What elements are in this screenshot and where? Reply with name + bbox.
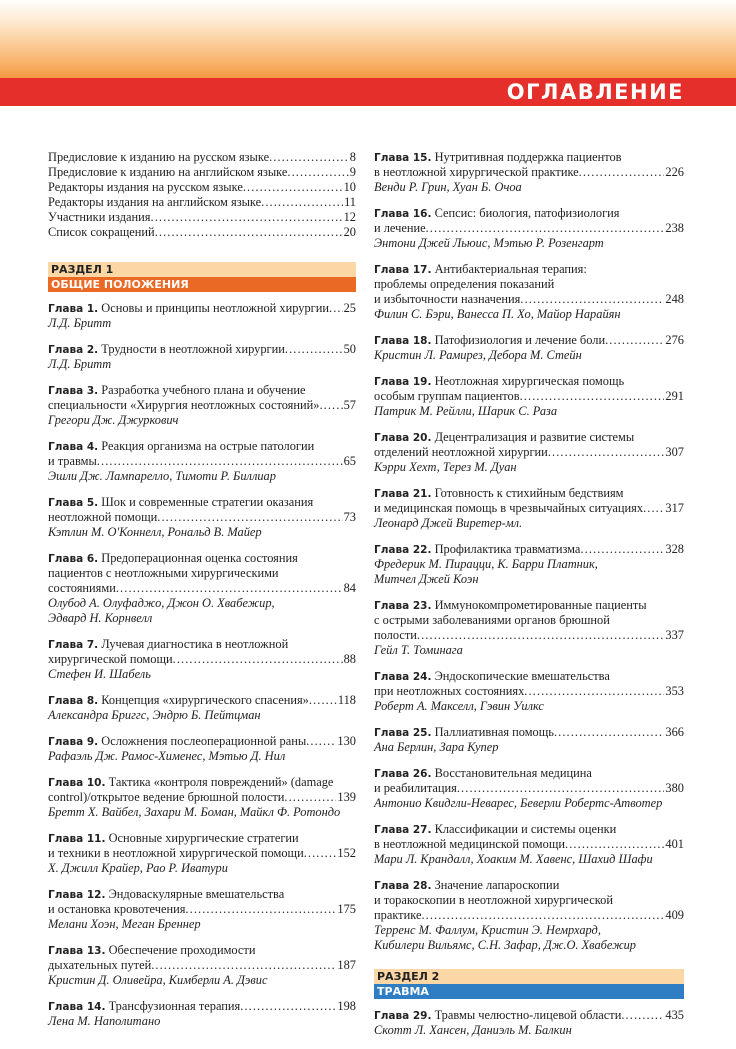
chapter-number: Глава 3. [48,385,99,397]
chapter-entry [48,887,356,932]
chapter-title-line: хирургической помощи . . . 88 [48,652,356,667]
chapter-number: Глава 20. [374,432,432,444]
chapter-entry [48,943,356,988]
chapter-number: Глава 27. [374,824,432,836]
chapter-title-line: неотложной помощи . . . 73 [48,510,356,525]
left-column [48,150,356,1040]
chapter-number: Глава 2. [48,344,99,356]
chapter-title-line: Глава 15. Нутритивная поддержка пациентов [374,150,622,164]
page-number: 73 [343,510,356,524]
chapter-title-line: Глава 6. Предоперационная оценка состояния [48,551,298,565]
chapter-title-line: Глава 22. Профилактика травматизма . . . 328 [374,542,684,557]
toc-line: Предисловие к изданию на русском языке . . . 8 [48,150,356,165]
chapter-authors: Энтони Джей Льюис, Мэтью Р. Розенгарт [374,236,604,250]
chapter-authors: Стефен И. Шабель [48,667,151,681]
chapter-authors: Кристин Л. Рамирез, Дебора М. Стейн [374,348,582,362]
chapter-authors: Фредерик М. Пирацци, К. Барри Платник, [374,557,598,571]
chapter-number: Глава 7. [48,639,99,651]
page-number: 50 [343,342,356,356]
chapter-title-line: и избыточности назначения . . . 248 [374,292,684,307]
chapter-title-line: специальности «Хирургия неотложных состояний» . . . 57 [48,398,356,413]
page-number: 328 [665,542,684,556]
chapter-entry [374,150,684,195]
chapter-title-line: практике . . . 409 [374,908,684,923]
chapter-entry [48,439,356,484]
chapter-entry [374,766,684,811]
chapter-entry [374,669,684,714]
page-number: 337 [665,628,684,642]
chapter-title-line: Глава 28. Значение лапароскопии [374,878,560,892]
chapter-authors: Кибилери Вильямс, С.Н. Зафар, Дж.О. Хвабежир [374,938,636,952]
chapter-authors: Кристин Д. Оливейра, Кимберли А. Дэвис [48,973,268,987]
chapter-number: Глава 12. [48,889,106,901]
page-number: 25 [343,301,356,315]
chapter-entry [374,374,684,419]
page-number: 238 [665,221,684,235]
chapter-entry [374,1008,684,1038]
chapter-authors: Александра Бриггс, Эндрю Б. Пейтцман [48,708,261,722]
chapter-list-right [374,150,684,953]
page-number: 152 [337,846,356,860]
chapter-authors: Эшли Дж. Лампарелло, Тимоти Р. Биллиар [48,469,276,483]
toc-line: Участники издания . . . 12 [48,210,356,225]
chapter-entry [48,551,356,626]
chapter-title-line: Глава 20. Децентрализация и развитие системы [374,430,635,444]
page-number: 198 [337,999,356,1013]
chapter-entry [48,342,356,372]
chapter-title-line: Глава 26. Восстановительная медицина [374,766,592,780]
chapter-title-line: Глава 19. Неотложная хирургическая помощь [374,374,625,388]
page-number: 380 [665,781,684,795]
chapter-number: Глава 15. [374,152,432,164]
page-number: 353 [665,684,684,698]
chapter-entry [374,262,684,322]
chapter-title-line: дыхательных путей . . . 187 [48,958,356,973]
chapter-number: Глава 23. [374,600,432,612]
chapter-authors: Мелани Хоэн, Меган Бреннер [48,917,201,931]
chapter-number: Глава 1. [48,303,99,315]
chapter-authors: Филин С. Бэри, Ванесса П. Хо, Майор Нарайян [374,307,621,321]
chapter-number: Глава 4. [48,441,99,453]
chapter-title-line: полости . . . 337 [374,628,684,643]
chapter-title-line: и торакоскопии в неотложной хирургической [374,893,613,907]
chapter-title-line: Глава 24. Эндоскопические вмешательства [374,669,610,683]
chapter-entry [374,542,684,587]
chapter-number: Глава 11. [48,833,106,845]
chapter-title-line: с острыми заболеваниями органов брюшной [374,613,610,627]
chapter-title-line: Глава 2. Трудности в неотложной хирургии . . . 50 [48,342,356,357]
chapter-number: Глава 26. [374,768,432,780]
chapter-authors: Бретт Х. Вайбел, Захари М. Боман, Майкл Ф. Ротондо [48,805,341,819]
chapter-title-line: в неотложной хирургической практике . . . 226 [374,165,684,180]
chapter-entry [48,775,356,820]
chapter-authors: Ана Берлин, Зара Купер [374,740,499,754]
chapter-title-line: Глава 7. Лучевая диагностика в неотложной [48,637,289,651]
chapter-authors: Леонард Джей Виретер-мл. [374,516,523,530]
chapter-entry [374,598,684,658]
chapter-authors: Л.Д. Бритт [48,316,112,330]
chapter-authors: Рафаэль Дж. Рамос-Хименес, Мэтью Д. Нил [48,749,286,763]
chapter-entry [374,822,684,867]
page-number: 84 [343,581,356,595]
chapter-authors: Эдвард Н. Корнвелл [48,611,153,625]
chapter-title-line: и лечение . . . 238 [374,221,684,236]
chapter-authors: Л.Д. Бритт [48,357,112,371]
chapter-authors: Патрик М. Рейлли, Шарик С. Раза [374,404,558,418]
page-number: 435 [665,1008,684,1022]
chapter-title-line: Глава 14. Трансфузионная терапия . . . 198 [48,999,356,1014]
chapter-title-line: в неотложной медицинской помощи . . . 401 [374,837,684,852]
chapter-title-line: Глава 17. Антибактериальная терапия: [374,262,587,276]
chapter-title-line: Глава 13. Обеспечение проходимости [48,943,256,957]
page-number: 366 [665,725,684,739]
page-number: 276 [665,333,684,347]
toc-line: Предисловие к изданию на английском языке . . . 9 [48,165,356,180]
chapter-title-line: Глава 27. Классификации и системы оценки [374,822,617,836]
chapter-title-line: проблемы определения показаний [374,277,555,291]
chapter-title-line: control)/открытое ведение брюшной полости . . . 139 [48,790,356,805]
title-bar [0,78,736,106]
page-number: 118 [337,693,356,707]
section-header-2 [374,969,684,999]
page-number: 187 [337,958,356,972]
page-number: 307 [665,445,684,459]
chapter-number: Глава 22. [374,544,432,556]
section-header-1 [48,262,356,292]
chapter-authors: Терренс М. Фаллум, Кристин Э. Немрхард, [374,923,601,937]
section-label: РАЗДЕЛ 2 [374,969,684,984]
chapter-authors: Х. Джилл Крайер, Рао Р. Иватури [48,861,228,875]
chapter-number: Глава 18. [374,335,432,347]
chapter-title-line: Глава 9. Осложнения послеоперационной раны . . . 130 [48,734,356,749]
chapter-number: Глава 29. [374,1010,432,1022]
page-number: 65 [343,454,356,468]
chapter-authors: Венди Р. Грин, Хуан Б. Очоа [374,180,522,194]
chapter-title-line: и реабилитация . . . 380 [374,781,684,796]
page-number: 291 [665,389,684,403]
chapter-entry [374,333,684,363]
page-title: ОГЛАВЛЕНИЕ [506,80,684,104]
chapter-entry [374,878,684,953]
chapter-authors: Антонио Квидгли-Неварес, Беверли Робертс-Атвотер [374,796,663,810]
chapter-entry [48,637,356,682]
chapter-title-line: Глава 18. Патофизиология и лечение боли . . . 276 [374,333,684,348]
chapter-title-line: при неотложных состояниях . . . 353 [374,684,684,699]
chapter-title-line: Глава 29. Травмы челюстно-лицевой области . . . 435 [374,1008,684,1023]
page-number: 139 [337,790,356,804]
chapter-title-line: Глава 8. Концепция «хирургического спасения» . . . 118 [48,693,356,708]
page-number: 88 [343,652,356,666]
chapter-title-line: Глава 11. Основные хирургические стратегии [48,831,299,845]
chapter-entry [374,486,684,531]
chapter-number: Глава 14. [48,1001,106,1013]
chapter-number: Глава 8. [48,695,99,707]
chapter-title-line: и медицинская помощь в чрезвычайных ситуациях . . . 317 [374,501,684,516]
chapter-authors: Лена М. Наполитано [48,1014,161,1028]
chapter-entry [48,301,356,331]
chapter-authors: Мари Л. Крандалл, Хоаким М. Хавенс, Шахид Шафи [374,852,653,866]
chapter-title-line: пациентов с неотложными хирургическими [48,566,279,580]
chapter-entry [374,430,684,475]
page-number: 57 [343,398,356,412]
chapter-number: Глава 9. [48,736,99,748]
chapter-number: Глава 6. [48,553,99,565]
chapter-title-line: и травмы . . . 65 [48,454,356,469]
chapter-title-line: Глава 16. Сепсис: биология, патофизиология [374,206,620,220]
chapter-entry [48,734,356,764]
chapter-authors: Олубод А. Олуфаджо, Джон О. Хвабежир, [48,596,275,610]
toc-line: Редакторы издания на русском языке . . . 10 [48,180,356,195]
chapter-title-line: отделений неотложной хирургии . . . 307 [374,445,684,460]
section-name: ТРАВМА [374,984,684,999]
chapter-title-line: Глава 10. Тактика «контроля повреждений» (damage [48,775,334,789]
chapter-number: Глава 25. [374,727,432,739]
chapter-title-line: Глава 5. Шок и современные стратегии оказания [48,495,314,509]
page-number: 248 [665,292,684,306]
chapter-list-left [48,301,356,1029]
chapter-number: Глава 21. [374,488,432,500]
chapter-title-line: Глава 1. Основы и принципы неотложной хирургии . . . 25 [48,301,356,316]
chapter-number: Глава 13. [48,945,106,957]
chapter-authors: Роберт А. Макселл, Гэвин Уилкс [374,699,544,713]
chapter-number: Глава 19. [374,376,432,388]
chapter-authors: Скотт Л. Хансен, Даниэль М. Балкин [374,1023,572,1037]
chapter-title-line: и техники в неотложной хирургической помощи . . . 152 [48,846,356,861]
chapter-number: Глава 5. [48,497,99,509]
chapter-title-line: состояниями . . . 84 [48,581,356,596]
page-number: 130 [337,734,356,748]
chapter-number: Глава 24. [374,671,432,683]
chapter-entry [48,383,356,428]
chapter-entry [374,206,684,251]
chapter-title-line: Глава 21. Готовность к стихийным бедствиям [374,486,624,500]
page-number: 409 [665,908,684,922]
section-label: РАЗДЕЛ 1 [48,262,356,277]
page-number: 226 [665,165,684,179]
chapter-title-line: Глава 3. Разработка учебного плана и обучение [48,383,306,397]
page-number: 401 [665,837,684,851]
right-column [374,150,684,1049]
chapter-title-line: особым группам пациентов . . . 291 [374,389,684,404]
chapter-title-line: Глава 25. Паллиативная помощь . . . 366 [374,725,684,740]
chapter-authors: Митчел Джей Коэн [374,572,479,586]
page-number: 317 [665,501,684,515]
chapter-authors: Кэтлин М. О'Коннелл, Рональд В. Майер [48,525,262,539]
chapter-title-line: Глава 23. Иммунокомпрометированные пациенты [374,598,647,612]
chapter-entry [48,693,356,723]
toc-line: Редакторы издания на английском языке . . . 11 [48,195,356,210]
chapter-number: Глава 17. [374,264,432,276]
chapter-list-right-2 [374,1008,684,1038]
chapter-entry [48,999,356,1029]
chapter-number: Глава 28. [374,880,432,892]
chapter-title-line: Глава 4. Реакция организма на острые патологии [48,439,315,453]
page-number: 175 [337,902,356,916]
section-name: ОБЩИЕ ПОЛОЖЕНИЯ [48,277,356,292]
chapter-entry [374,725,684,755]
chapter-authors: Кэрри Хехт, Терез М. Дуан [374,460,517,474]
chapter-title-line: и остановка кровотечения . . . 175 [48,902,356,917]
chapter-entry [48,831,356,876]
chapter-entry [48,495,356,540]
toc-line: Список сокращений . . . 20 [48,225,356,240]
chapter-title-line: Глава 12. Эндоваскулярные вмешательства [48,887,285,901]
header-gradient [0,0,736,78]
chapter-number: Глава 16. [374,208,432,220]
chapter-authors: Грегори Дж. Джуркович [48,413,179,427]
front-matter-list [48,150,356,240]
chapter-authors: Гейл Т. Томинага [374,643,463,657]
chapter-number: Глава 10. [48,777,106,789]
